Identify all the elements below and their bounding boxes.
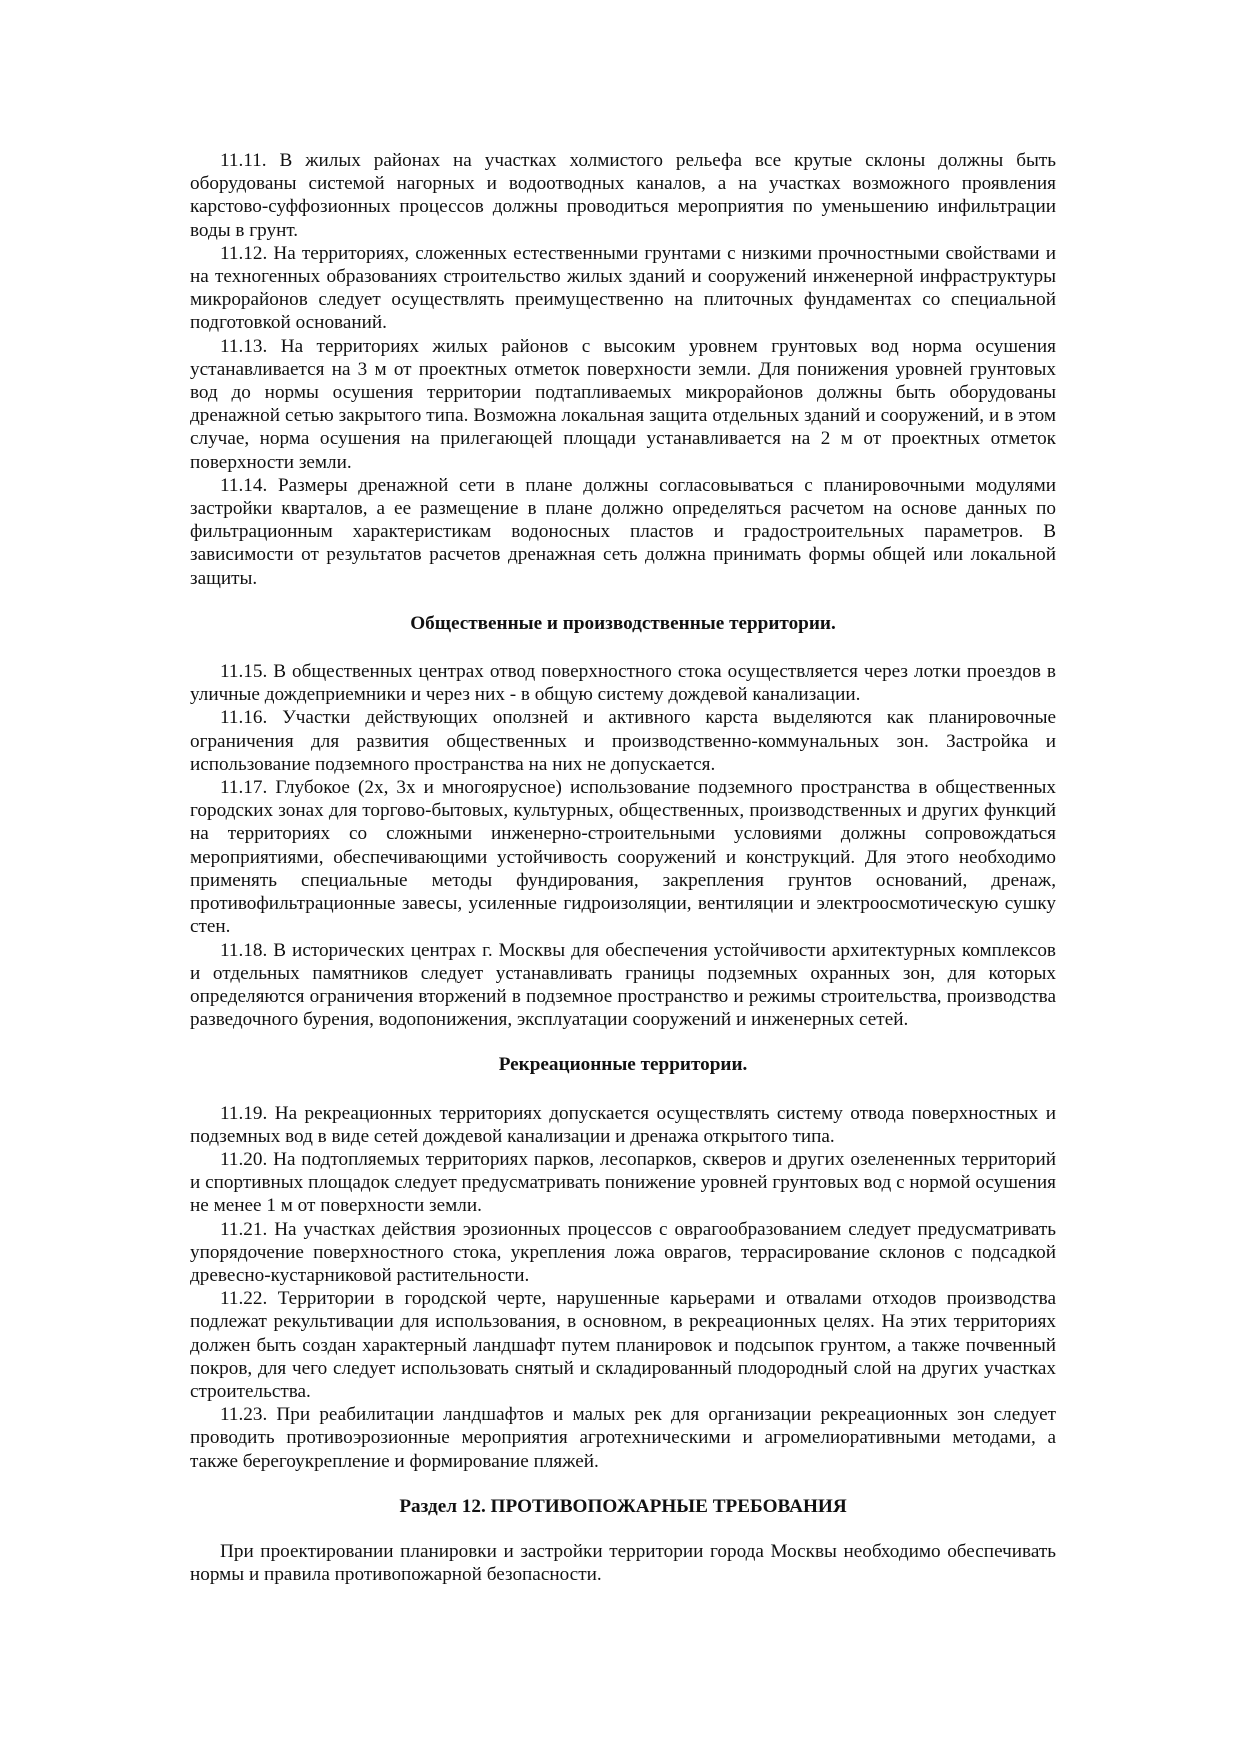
document-page xyxy=(190,149,1056,1586)
paragraph-11-13: 11.13. На территориях жилых районов с высоким уровнем грунтовых вод норма осушения устанавливается на 3 м от проектных отметок поверхности земли. Для понижения уровней грунтовых вод до нормы осушения территории подтапливаемых микрорайонов должны быть оборудованы дренажной сетью закрытого типа. Возможна локальная защита отдельных зданий и сооружений, и в этом случае, норма осушения на прилегающей площади устанавливается на 2 м от проектных отметок поверхности земли. xyxy=(190,335,1056,473)
paragraph-section-12-intro: При проектировании планировки и застройки территории города Москвы необходимо обеспечивать нормы и правила противопожарной безопасности. xyxy=(190,1540,1056,1586)
paragraph-11-19: 11.19. На рекреационных территориях допускается осуществлять систему отвода поверхностных и подземных вод в виде сетей дождевой канализации и дренажа открытого типа. xyxy=(190,1102,1056,1147)
heading-section-12-fire-requirements: Раздел 12. ПРОТИВОПОЖАРНЫЕ ТРЕБОВАНИЯ xyxy=(399,1495,847,1517)
paragraph-11-12: 11.12. На территориях, сложенных естественными грунтами с низкими прочностными свойствами и на техногенных образованиях строительство жилых зданий и сооружений инженерной инфраструктуры микрорайонов следует осуществлять преимущественно на плиточных фундаментах со специальной подготовкой оснований. xyxy=(190,242,1056,334)
heading-recreational-territories: Рекреационные территории. xyxy=(498,1054,748,1076)
paragraph-11-16: 11.16. Участки действующих оползней и активного карста выделяются как планировочные ограничения для развития общественных и производственно-коммунальных зон. Застройка и использование подземного пространства на них не допускается. xyxy=(190,707,1056,775)
paragraph-11-11: 11.11. В жилых районах на участках холмистого рельефа все крутые склоны должны быть оборудованы системой нагорных и водоотводных каналов, а на участках возможного проявления карстово-суффозионных процессов должны проводиться мероприятия по уменьшению инфильтрации воды в грунт. xyxy=(190,150,1056,241)
paragraph-11-23: 11.23. При реабилитации ландшафтов и малых рек для организации рекреационных зон следует проводить противоэрозионные мероприятия агротехническими и агромелиоративными методами, а также берегоукрепление и формирование пляжей. xyxy=(190,1404,1056,1472)
paragraph-11-17: 11.17. Глубокое (2х, 3х и многоярусное) использование подземного пространства в общественных городских зонах для торгово-бытовых, культурных, общественных, производственных и других функций на территориях со сложными инженерно-строительными условиями должны сопровождаться мероприятиями, обеспечивающими устойчивость сооружений и конструкций. Для этого необходимо применять специальные методы фундирования, закрепления грунтов оснований, дренаж, противофильтрационные завесы, усиленные гидроизоляции, вентиляции и электроосмотическую сушку стен. xyxy=(190,777,1056,938)
paragraph-11-22: 11.22. Территории в городской черте, нарушенные карьерами и отвалами отходов производства подлежат рекультивации для использования, в основном, в рекреационных целях. На этих территориях должен быть создан характерный ландшафт путем планировок и подсыпок грунтом, а также почвенный покров, для чего следует использовать снятый и складированный плодородный слой на других участках строительства. xyxy=(190,1288,1056,1402)
heading-public-industrial-territories: Общественные и производственные территории. xyxy=(410,612,836,634)
paragraph-11-21: 11.21. На участках действия эрозионных процессов с оврагообразованием следует предусматривать упорядочение поверхностного стока, укрепления ложа оврагов, террасирование склонов с подсадкой древесно-кустарниковой растительности. xyxy=(190,1218,1056,1286)
paragraph-11-20: 11.20. На подтопляемых территориях парков, лесопарков, скверов и других озелененных территорий и спортивных площадок следует предусматривать понижение уровней грунтовых вод с нормой осушения не менее 1 м от поверхности земли. xyxy=(190,1148,1056,1217)
paragraph-11-15: 11.15. В общественных центрах отвод поверхностного стока осуществляется через лотки проездов в уличные дождеприемники и через них - в общую систему дождевой канализации. xyxy=(190,661,1056,706)
paragraph-11-18: 11.18. В исторических центрах г. Москвы для обеспечения устойчивости архитектурных комплексов и отдельных памятников следует устанавливать границы подземных охранных зон, для которых определяются ограничения вторжений в подземное пространство и режимы строительства, производства разведочного бурения, водопонижения, эксплуатации сооружений и инженерных сетей. xyxy=(190,939,1056,1031)
paragraph-11-14: 11.14. Размеры дренажной сети в плане должны согласовываться с планировочными модулями застройки кварталов, а ее размещение в плане должно определяться расчетом на основе данных по фильтрационным характеристикам водоносных пластов и градостроительных параметров. В зависимости от результатов расчетов дренажная сеть должна принимать формы общей или локальной защиты. xyxy=(190,474,1056,589)
